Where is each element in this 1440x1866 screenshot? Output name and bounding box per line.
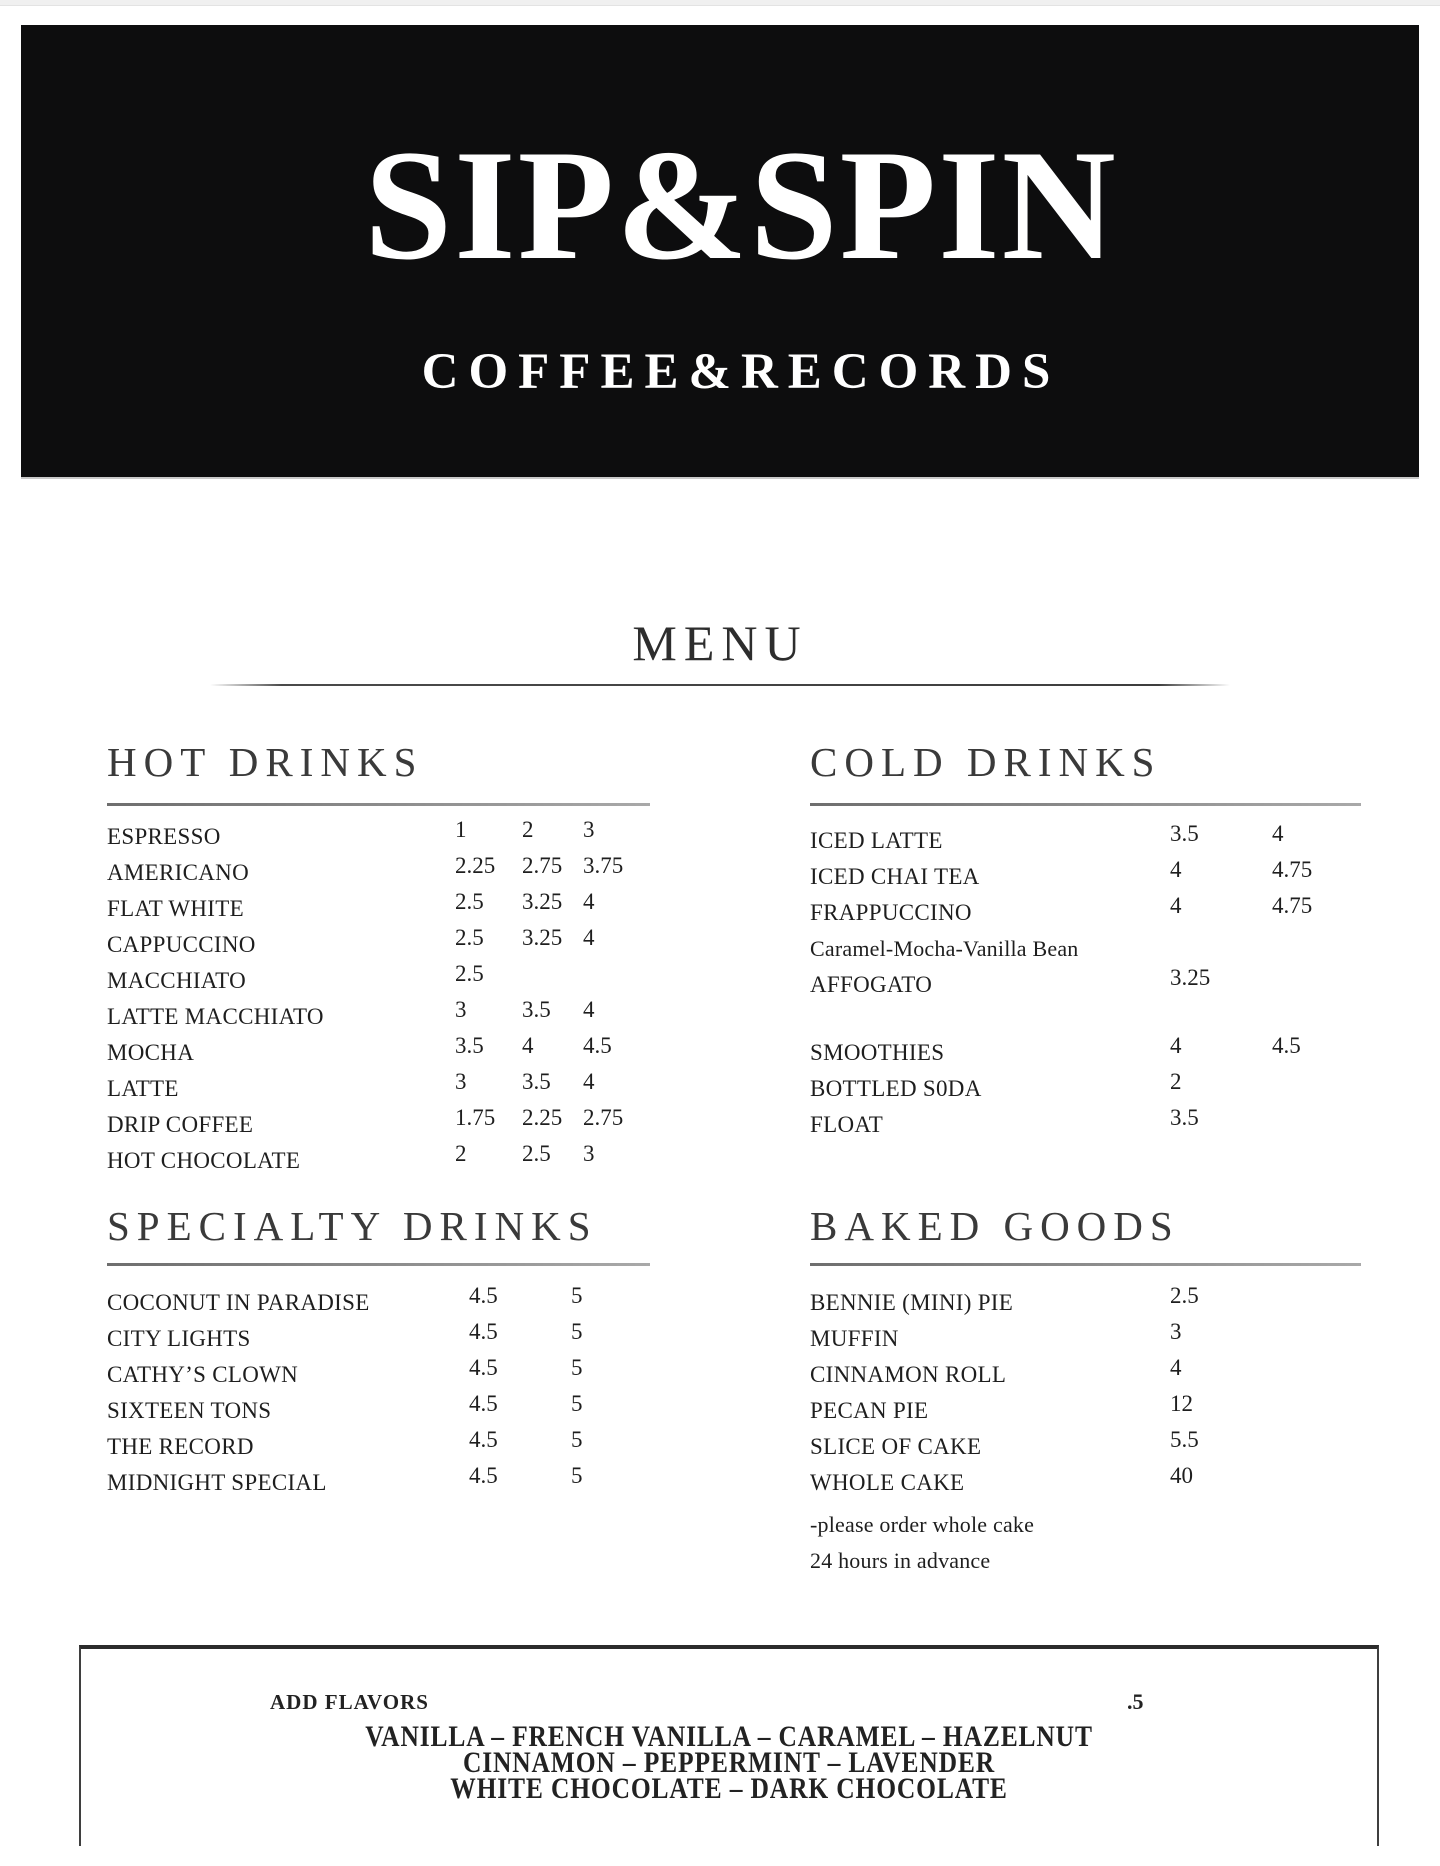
menu-item-row xyxy=(107,1107,757,1143)
menu-item-price: 4 xyxy=(1272,821,1284,846)
menu-item-price: 3.75 xyxy=(583,853,624,878)
menu-item-row xyxy=(107,1321,757,1357)
menu-item-price: 2 xyxy=(522,817,534,842)
menu-item-price: 4 xyxy=(522,1033,534,1058)
menu-item-name: FLAT WHITE xyxy=(107,896,244,921)
menu-item-price: 3.5 xyxy=(522,997,551,1022)
menu-item-name: WHOLE CAKE xyxy=(810,1470,965,1495)
menu-item-price: 4.75 xyxy=(1272,893,1313,918)
menu-item-name: AFFOGATO xyxy=(810,972,933,997)
menu-heading: MENU xyxy=(632,615,808,671)
menu-item-row xyxy=(810,1071,1410,1107)
menu-item-row xyxy=(107,1393,757,1429)
add-flavors-label: ADD FLAVORS xyxy=(270,1690,429,1714)
menu-item-name: COCONUT IN PARADISE xyxy=(107,1290,370,1315)
menu-item-price: 4 xyxy=(583,1069,595,1094)
menu-item-name: MOCHA xyxy=(107,1040,195,1065)
menu-item-row xyxy=(107,1465,757,1501)
menu-item-row xyxy=(107,1035,757,1071)
menu-heading-divider xyxy=(210,684,1230,686)
menu-item-price: 2 xyxy=(1170,1069,1182,1094)
menu-item-price: 4 xyxy=(583,997,595,1022)
menu-item-price: 2.25 xyxy=(455,853,496,878)
menu-item-name: CAPPUCCINO xyxy=(107,932,256,957)
menu-item-name: ICED CHAI TEA xyxy=(810,864,980,889)
menu-item-name: Caramel-Mocha-Vanilla Bean xyxy=(810,936,1079,961)
menu-item-price: 4 xyxy=(1170,893,1182,918)
menu-item-price: 2.75 xyxy=(583,1105,624,1130)
menu-item-row xyxy=(107,999,757,1035)
menu-item-price: 2.25 xyxy=(522,1105,563,1130)
menu-item-name: CITY LIGHTS xyxy=(107,1326,251,1351)
menu-item-name: MIDNIGHT SPECIAL xyxy=(107,1470,327,1495)
menu-item-price: 5 xyxy=(571,1319,583,1344)
section-items xyxy=(107,819,757,1179)
menu-item-price: 5 xyxy=(571,1463,583,1488)
menu-item-name: ESPRESSO xyxy=(107,824,221,849)
menu-item-row xyxy=(810,1321,1410,1357)
menu-item-name: AMERICANO xyxy=(107,860,249,885)
menu-item-price: 4.5 xyxy=(1272,1033,1301,1058)
add-flavors-list xyxy=(79,1720,1379,1805)
menu-item-price: 2.5 xyxy=(455,961,484,986)
menu-item-row xyxy=(107,891,757,927)
menu-item-row xyxy=(107,1143,757,1179)
menu-item-price: 4 xyxy=(1170,857,1182,882)
menu-item-price: 1 xyxy=(455,817,467,842)
brand-title: SIP&SPIN xyxy=(364,118,1118,293)
menu-item-row xyxy=(107,855,757,891)
menu-item-row xyxy=(810,859,1410,895)
menu-item-name: BENNIE (MINI) PIE xyxy=(810,1290,1014,1315)
menu-item-price: 4.5 xyxy=(469,1319,498,1344)
page-top-edge xyxy=(0,0,1440,6)
menu-item-row xyxy=(810,1393,1410,1429)
menu-item-price: 40 xyxy=(1170,1463,1193,1488)
menu-item-price: 5 xyxy=(571,1427,583,1452)
menu-item-name: PECAN PIE xyxy=(810,1398,929,1423)
menu-item-price: 3 xyxy=(455,1069,467,1094)
menu-item-row xyxy=(107,927,757,963)
menu-item-price: 5 xyxy=(571,1283,583,1308)
menu-item-price: 3.25 xyxy=(1170,965,1211,990)
menu-item-name: THE RECORD xyxy=(107,1434,254,1459)
menu-item-row xyxy=(107,1357,757,1393)
menu-item-name: 24 hours in advance xyxy=(810,1548,991,1573)
menu-item-price: 4.5 xyxy=(469,1355,498,1380)
menu-item-row xyxy=(810,967,1410,1003)
menu-item-name: SMOOTHIES xyxy=(810,1040,945,1065)
menu-item-price: 3.25 xyxy=(522,889,563,914)
menu-item-price: 3.5 xyxy=(522,1069,551,1094)
flavor-line: CINNAMON – PEPPERMINT – LAVENDER xyxy=(462,1746,996,1779)
menu-item-price: 3 xyxy=(583,817,595,842)
menu-item-name: ICED LATTE xyxy=(810,828,943,853)
menu-item-row xyxy=(107,819,757,855)
flavor-line: WHITE CHOCOLATE – DARK CHOCOLATE xyxy=(450,1772,1008,1805)
menu-item-price: 5 xyxy=(571,1355,583,1380)
menu-item-price: 4.5 xyxy=(469,1427,498,1452)
menu-item-row xyxy=(810,1507,1410,1543)
brand-banner xyxy=(21,25,1419,477)
menu-item-name: CATHY’S CLOWN xyxy=(107,1362,299,1387)
section-title: HOT DRINKS xyxy=(107,739,424,785)
menu-item-row xyxy=(810,931,1410,967)
menu-item-price: 3.5 xyxy=(1170,1105,1199,1130)
menu-item-price: 3 xyxy=(455,997,467,1022)
menu-item-price: 4 xyxy=(1170,1355,1182,1380)
menu-item-name: FRAPPUCCINO xyxy=(810,900,972,925)
menu-item-name: MACCHIATO xyxy=(107,968,247,993)
menu-item-row xyxy=(810,1465,1410,1501)
flavor-line: VANILLA – FRENCH VANILLA – CARAMEL – HAZELNUT xyxy=(365,1720,1093,1753)
menu-item-name: CINNAMON ROLL xyxy=(810,1362,1007,1387)
menu-item-name: LATTE xyxy=(107,1076,179,1101)
menu-item-price: 4.75 xyxy=(1272,857,1313,882)
menu-item-row xyxy=(810,1543,1410,1579)
menu-item-price: 4 xyxy=(583,925,595,950)
menu-item-row xyxy=(810,1285,1410,1321)
menu-item-price: 4.5 xyxy=(469,1283,498,1308)
menu-item-price: 4 xyxy=(583,889,595,914)
brand-subtitle: COFFEE&RECORDS xyxy=(421,344,1061,400)
menu-item-price: 2.5 xyxy=(455,925,484,950)
menu-item-name: SLICE OF CAKE xyxy=(810,1434,982,1459)
menu-item-price: 3 xyxy=(1170,1319,1182,1344)
menu-item-row xyxy=(810,1107,1410,1143)
menu-item-price: 4 xyxy=(1170,1033,1182,1058)
menu-item-price: 5 xyxy=(571,1391,583,1416)
add-flavors-price: .5 xyxy=(1127,1689,1144,1714)
menu-item-row xyxy=(107,963,757,999)
menu-item-name: LATTE MACCHIATO xyxy=(107,1004,324,1029)
menu-item-price: 1.75 xyxy=(455,1105,496,1130)
menu-item-price: 12 xyxy=(1170,1391,1193,1416)
menu-item-name: -please order whole cake xyxy=(810,1512,1035,1537)
menu-item-row xyxy=(810,1357,1410,1393)
menu-item-name: FLOAT xyxy=(810,1112,884,1137)
menu-item-row xyxy=(810,823,1410,859)
section-divider xyxy=(810,803,1361,806)
menu-item-name: SIXTEEN TONS xyxy=(107,1398,272,1423)
menu-item-row xyxy=(810,895,1410,931)
menu-item-row xyxy=(810,1429,1410,1465)
section-title: BAKED GOODS xyxy=(810,1203,1180,1249)
menu-item-price: 2 xyxy=(455,1141,467,1166)
menu-item-price: 2.5 xyxy=(1170,1283,1199,1308)
section-title: SPECIALTY DRINKS xyxy=(107,1203,598,1249)
section-divider xyxy=(107,803,650,806)
section-divider xyxy=(107,1263,650,1266)
menu-item-row xyxy=(107,1429,757,1465)
section-title: COLD DRINKS xyxy=(810,739,1162,785)
section-divider xyxy=(810,1263,1361,1266)
menu-item-row xyxy=(107,1285,757,1321)
section-items xyxy=(810,823,1410,1143)
menu-item-price: 3.5 xyxy=(455,1033,484,1058)
menu-item-row xyxy=(107,1071,757,1107)
menu-item-name: HOT CHOCOLATE xyxy=(107,1148,301,1173)
menu-item-price: 4.5 xyxy=(469,1391,498,1416)
menu-item-price: 3.5 xyxy=(1170,821,1199,846)
menu-item-price: 4.5 xyxy=(583,1033,612,1058)
menu-item-price: 2.5 xyxy=(522,1141,551,1166)
menu-item-name: DRIP COFFEE xyxy=(107,1112,254,1137)
menu-item-price: 2.75 xyxy=(522,853,563,878)
menu-item-name: BOTTLED S0DA xyxy=(810,1076,982,1101)
menu-item-price: 5.5 xyxy=(1170,1427,1199,1452)
menu-item-name: MUFFIN xyxy=(810,1326,899,1351)
section-items xyxy=(107,1285,757,1501)
menu-item-price: 4.5 xyxy=(469,1463,498,1488)
menu-item-price: 3 xyxy=(583,1141,595,1166)
menu-item-price: 2.5 xyxy=(455,889,484,914)
section-items xyxy=(810,1285,1410,1579)
menu-item-price: 3.25 xyxy=(522,925,563,950)
menu-item-row xyxy=(810,1035,1410,1071)
